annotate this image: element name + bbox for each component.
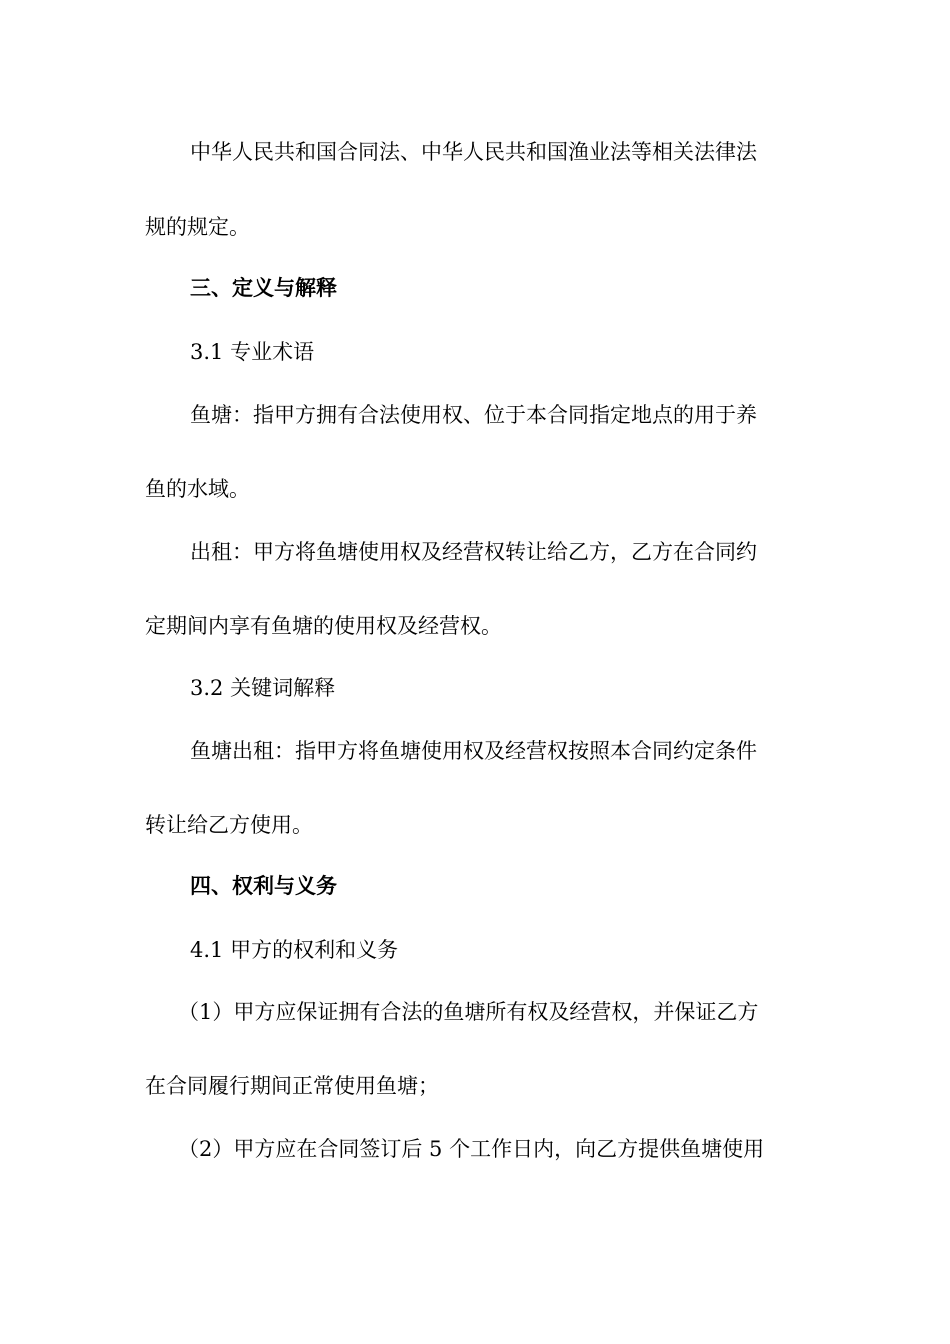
paragraph-line: （1）甲方应保证拥有合法的鱼塘所有权及经营权，并保证乙方 bbox=[178, 1000, 759, 1024]
paragraph-line: 规的规定。 bbox=[145, 215, 250, 239]
paragraph-line: 转让给乙方使用。 bbox=[145, 813, 313, 837]
subsection-heading: 3.2 关键词解释 bbox=[190, 676, 336, 700]
paragraph-line: 鱼塘：指甲方拥有合法使用权、位于本合同指定地点的用于养 bbox=[190, 403, 757, 427]
paragraph-line: （2）甲方应在合同签订后 5 个工作日内，向乙方提供鱼塘使用 bbox=[178, 1137, 765, 1161]
subsection-heading: 3.1 专业术语 bbox=[190, 340, 315, 364]
paragraph-line: 鱼的水域。 bbox=[145, 477, 250, 501]
paragraph-line: 鱼塘出租：指甲方将鱼塘使用权及经营权按照本合同约定条件 bbox=[190, 739, 757, 763]
paragraph-line: 在合同履行期间正常使用鱼塘； bbox=[145, 1074, 439, 1098]
section-heading: 三、定义与解释 bbox=[190, 276, 337, 300]
paragraph-line: 中华人民共和国合同法、中华人民共和国渔业法等相关法律法 bbox=[190, 140, 757, 164]
paragraph-line: 出租：甲方将鱼塘使用权及经营权转让给乙方，乙方在合同约 bbox=[190, 540, 757, 564]
paragraph-line: 定期间内享有鱼塘的使用权及经营权。 bbox=[145, 614, 502, 638]
section-heading: 四、权利与义务 bbox=[190, 874, 337, 898]
subsection-heading: 4.1 甲方的权利和义务 bbox=[190, 938, 399, 962]
